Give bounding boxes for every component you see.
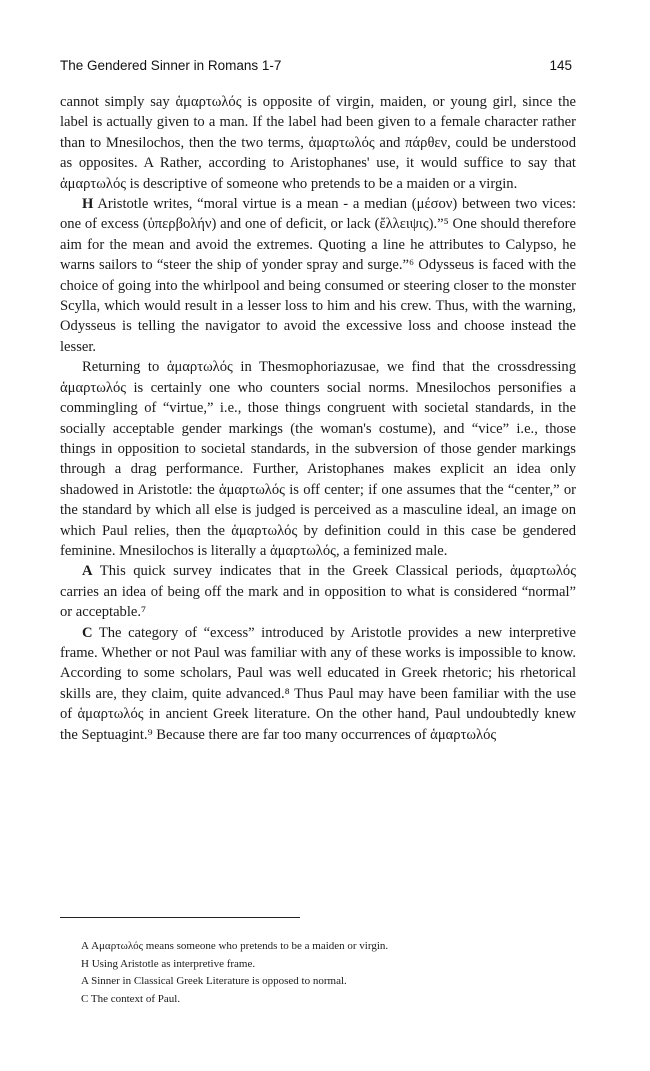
body-text [60, 92, 576, 745]
paragraph-1-text: cannot simply say ἁμαρτωλός is opposite of virgin, maiden, or young girl, since the label is actually given to a man. If the label had been given to a female character rather than to Mnesilochos, then the two terms, ἁμαρτωλός and πάρθεν, could be understood as opposites. A Rather, according to Aristophanes' use, it would suffice to say that ἁμαρτωλός is descriptive of someone who pretends to be a maiden or a virgin. [60, 94, 576, 192]
paragraph-3 [60, 357, 576, 561]
footnotes [81, 938, 570, 1008]
paragraph-4-marker: A [82, 563, 93, 580]
paragraph-1 [60, 92, 576, 194]
paragraph-5 [60, 623, 576, 745]
footnote-4: C The context of Paul. [81, 992, 181, 1005]
paragraph-3-text: Returning to ἁμαρτωλός in Thesmophoriazusae, we find that the crossdressing ἁμαρτωλός is certainly one who counters social norms. Mnesilochos personifies a commingling of “virtue,” i.e., those things congruent with societal standards, in the socially acceptable gender markings (the woman's costume), and “vice” i.e., those things in opposition to societal standards, in the subversion of those gender markings through a drag performance. Further, Aristophanes makes explicit an idea only shadowed in Aristotle: the ἁμαρτωλός is off center; if one assumes that the “center,” or the standard by which all else is judged is perceived as a masculine ideal, an image on which Paul relies, then the ἁμαρτωλός by definition could in this case be gendered feminine. Mnesilochos is literally a ἁμαρτωλός, a feminized male. [60, 359, 576, 559]
paragraph-5-marker: C [82, 624, 93, 641]
footnote-divider [60, 917, 300, 918]
running-head-title: The Gendered Sinner in Romans 1-7 [60, 58, 282, 73]
running-head [60, 58, 572, 73]
paragraph-5-text: The category of “excess” introduced by Aristotle provides a new interpretive frame. Whether or not Paul was familiar with any of these works is impossible to know. According to some scholars, Paul was well educated in Greek rhetoric; his rhetorical skills are, they claim, quite advanced.⁸ Thus Paul may have been familiar with the use of ἁμαρτωλός in ancient Greek literature. On the other hand, Paul undoubtedly knew the Septuagint.⁹ Because there are far too many occurrences of ἁμαρτωλός [60, 624, 577, 743]
paragraph-2 [60, 194, 576, 357]
paragraph-4 [60, 561, 576, 622]
paragraph-2-text: Aristotle writes, “moral virtue is a mean - a median (μέσον) between two vices: one of excess (ὑπερβολήν) and one of deficit, or lack (ἔλλειψις).”⁵ One should therefore aim for the mean and avoid the extremes. Quoting a line he attributes to Calypso, he warns sailors to “steer the ship of yonder spray and surge.”⁶ Odysseus is faced with the choice of going into the whirlpool and being consumed or steering closer to the monster Scylla, which would result in a lesser loss to him and his crew. Thus, with the warning, Odysseus is telling the navigator to avoid the excessive loss and choose instead the lesser. [60, 196, 577, 355]
footnote-1: A Αμαρτωλός means someone who pretends to be a maiden or virgin. [81, 940, 389, 952]
footnote-2: H Using Aristotle as interpretive frame. [81, 957, 256, 970]
paragraph-4-text: This quick survey indicates that in the Greek Classical periods, ἁμαρτωλός carries an idea of being off the mark and in opposition to what is considered “normal” or acceptable.⁷ [60, 563, 576, 621]
footnote-3: A Sinner in Classical Greek Literature is opposed to normal. [81, 975, 347, 988]
page-number: 145 [549, 58, 572, 73]
paragraph-2-marker: H [82, 196, 94, 213]
